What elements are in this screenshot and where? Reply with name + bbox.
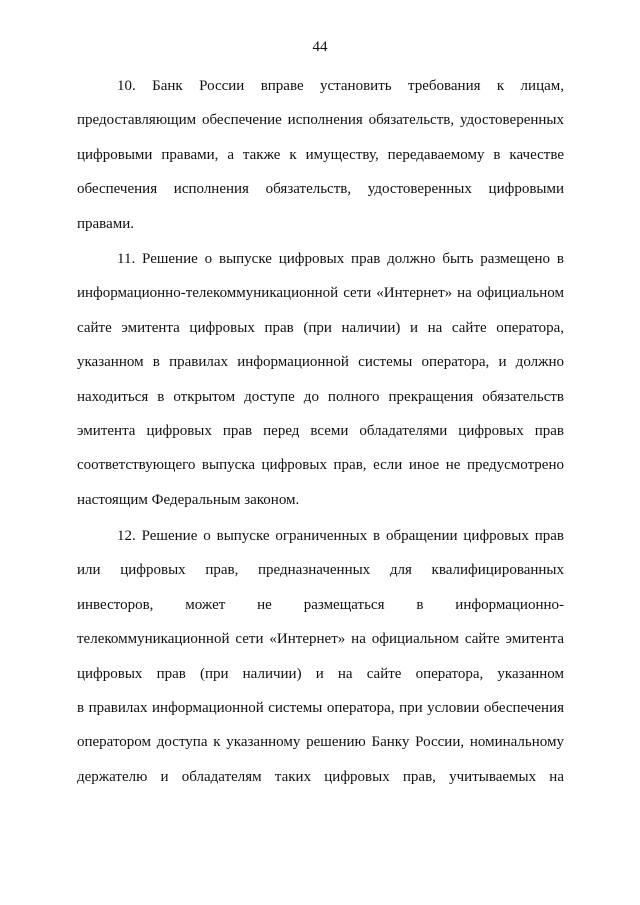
paragraph-line: цифровыми правами, а также к имуществу, передаваемому в качестве [77,146,564,163]
paragraph-line: 11. Решение о выпуске цифровых прав должно быть размещено в [117,251,564,267]
paragraph-line: 12. Решение о выпуске ограниченных в обращении цифровых прав [117,528,564,544]
paragraph-line: инвесторов, может не размещаться в информационно- [77,596,564,613]
paragraph-line: правами. [77,215,134,232]
paragraph-line: 10. Банк России вправе установить требования к лицам, [117,78,564,94]
paragraph-10 [77,76,564,248]
paragraph-line: сайте эмитента цифровых прав (при наличии) и на сайте оператора, [77,319,564,336]
paragraph-line: держателю и обладателям таких цифровых прав, учитываемых на [77,768,564,785]
paragraph-line: соответствующего выпуска цифровых прав, если иное не предусмотрено [77,457,564,474]
paragraph-line: цифровых прав (при наличии) и на сайте оператора, указанном [77,665,564,682]
paragraph-12 [77,526,564,801]
paragraph-line: настоящим Федеральным законом. [77,491,300,508]
paragraph-line: оператором доступа к указанному решению Банку России, номинальному [77,734,564,751]
paragraph-line: или цифровых прав, предназначенных для квалифицированных [77,562,564,579]
paragraph-line: предоставляющим обеспечение исполнения обязательств, удостоверенных [77,112,564,129]
paragraph-line: в правилах информационной системы оператора, при условии обеспечения [77,699,564,716]
paragraph-line: указанном в правилах информационной системы оператора, и должно [77,354,564,371]
page-number: 44 [312,39,328,55]
paragraph-line: телекоммуникационной сети «Интернет» на официальном сайте эмитента [77,631,564,648]
paragraph-line: информационно-телекоммуникационной сети «Интернет» на официальном [77,285,564,302]
paragraph-line: находиться в открытом доступе до полного прекращения обязательств [77,388,564,405]
paragraph-11 [77,249,564,524]
paragraph-line: обеспечения исполнения обязательств, удостоверенных цифровыми [77,181,564,198]
paragraph-line: эмитента цифровых прав перед всеми обладателями цифровых прав [77,422,564,439]
